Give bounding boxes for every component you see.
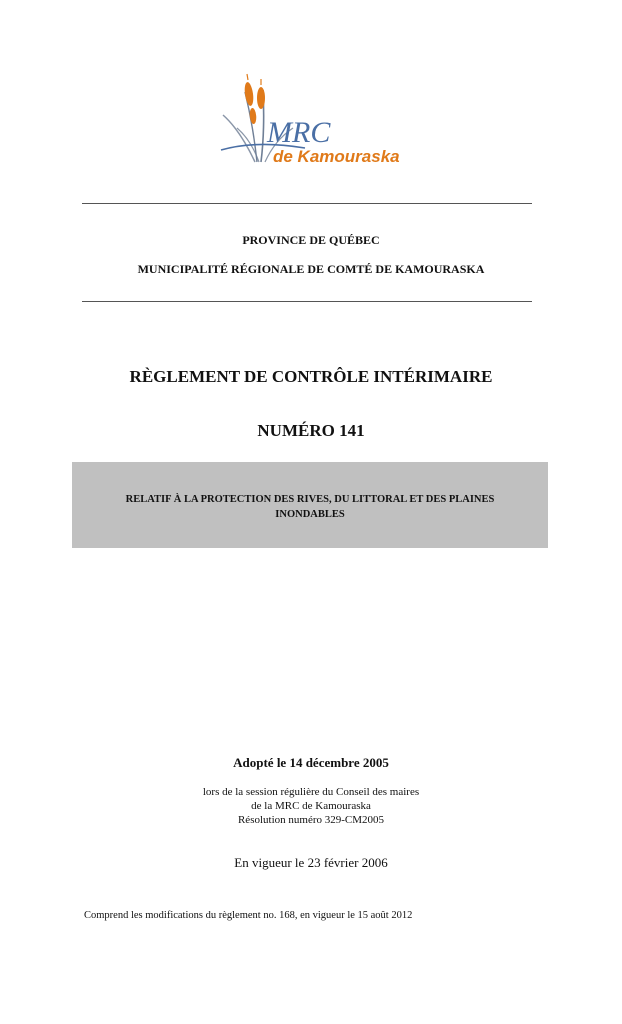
in-force-date: En vigueur le 23 février 2006 [234, 855, 388, 870]
logo-kamouraska-text: de Kamouraska [273, 147, 400, 166]
session-details [0, 785, 622, 827]
top-divider [82, 203, 532, 204]
mrc-heading: MUNICIPALITÉ RÉGIONALE DE COMTÉ DE KAMOURASKA [137, 262, 485, 276]
subject-banner [72, 462, 548, 548]
session-line: de la MRC de Kamouraska [251, 800, 371, 812]
subject-text: RELATIF À LA PROTECTION DES RIVES, DU LITTORAL ET DES PLAINES INONDABLES [125, 494, 495, 520]
adoption-date: Adopté le 14 décembre 2005 [233, 755, 389, 770]
document-title: RÈGLEMENT DE CONTRÔLE INTÉRIMAIRE [129, 367, 493, 386]
province-heading: PROVINCE DE QUÉBEC [242, 233, 380, 247]
bottom-divider [82, 301, 532, 302]
modifications-note: Comprend les modifications du règlement no. 168, en vigueur le 15 août 2012 [84, 910, 413, 921]
session-line: lors de la session régulière du Conseil des maires [202, 786, 420, 798]
regulation-number: NUMÉRO 141 [257, 421, 365, 440]
session-line: Résolution numéro 329-CM2005 [237, 814, 385, 826]
logo-mrc-text: MRC [267, 116, 331, 149]
cattail-logo-icon [215, 70, 415, 170]
mrc-logo [215, 70, 415, 170]
